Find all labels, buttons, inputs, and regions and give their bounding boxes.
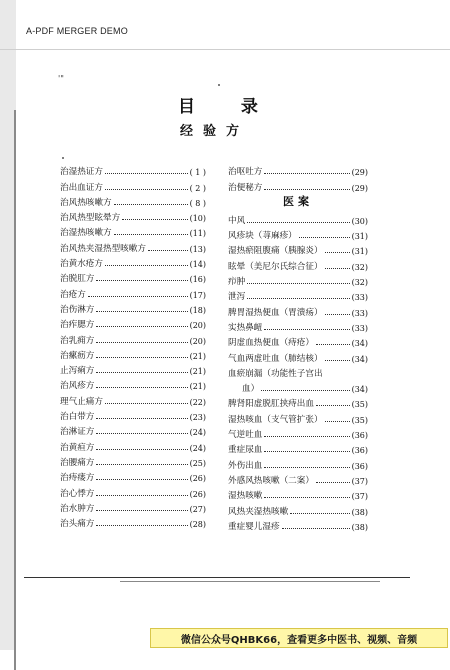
stray-scan-mark: '" bbox=[58, 74, 64, 83]
toc-entry-title: 治头痛方 bbox=[60, 519, 95, 530]
toc-entry-title: 止泻痢方 bbox=[60, 366, 95, 377]
toc-entry-page: ( 2 ) bbox=[189, 183, 206, 193]
toc-entry bbox=[60, 468, 206, 483]
toc-entry-page: (37) bbox=[351, 492, 368, 502]
toc-entry bbox=[228, 364, 368, 379]
toc-entry-title: 治白带方 bbox=[60, 412, 95, 423]
toc-entry bbox=[60, 315, 206, 330]
toc-entry-page: (31) bbox=[351, 247, 368, 257]
toc-entry-title: 湿热瘀阻腹痛（胰腺炎） bbox=[228, 246, 323, 257]
toc-entry-title: 治湿热证方 bbox=[60, 167, 103, 178]
toc-entry-title: 治乳痈方 bbox=[60, 335, 95, 346]
toc-entry bbox=[228, 256, 368, 271]
toc-entry bbox=[228, 333, 368, 348]
toc-entry-title: 外伤出血 bbox=[228, 460, 263, 471]
toc-leader-dots bbox=[282, 528, 350, 529]
toc-entry-title: 治黄水疮方 bbox=[60, 259, 103, 270]
toc-entry bbox=[228, 348, 368, 363]
toc-entry-page: (21) bbox=[189, 367, 206, 377]
toc-entry-page: (21) bbox=[189, 382, 206, 392]
toc-leader-dots bbox=[96, 449, 187, 450]
toc-entry bbox=[228, 177, 368, 192]
toc-entry-title: 外感风热咳嗽（二案） bbox=[228, 475, 314, 486]
toc-entry-page: (14) bbox=[189, 260, 206, 270]
toc-entry-title: 脾肾阳虚脱肛挟痔出血 bbox=[228, 399, 314, 410]
toc-entry-page: (29) bbox=[351, 168, 368, 178]
wechat-banner: 微信公众号QHBK66，查看更多中医书、视频、音频 bbox=[150, 628, 448, 648]
toc-leader-dots bbox=[264, 329, 349, 330]
toc-entry bbox=[228, 379, 368, 394]
toc-leader-dots bbox=[96, 357, 187, 358]
toc-entry-page: (27) bbox=[189, 504, 206, 514]
toc-entry-page: ( 8 ) bbox=[189, 198, 206, 208]
toc-leader-dots bbox=[96, 418, 187, 419]
toc-leader-dots bbox=[88, 296, 188, 297]
toc-leader-dots bbox=[264, 173, 349, 174]
toc-entry-title: 治瘰疬方 bbox=[60, 350, 95, 361]
toc-entry-title: 理气止痛方 bbox=[60, 396, 103, 407]
toc-entry-page: (38) bbox=[351, 507, 368, 517]
toc-entry-title: 治水肿方 bbox=[60, 503, 95, 514]
toc-entry-title: 治风热夹湿热型咳嗽方 bbox=[60, 243, 146, 254]
toc-leader-dots bbox=[247, 298, 349, 299]
scan-speck bbox=[218, 84, 220, 86]
toc-entry-title: 治痄腮方 bbox=[60, 320, 95, 331]
toc-leader-dots bbox=[290, 513, 349, 514]
toc-entry-page: (32) bbox=[351, 262, 368, 272]
toc-entry-title: 治便秘方 bbox=[228, 182, 263, 193]
toc-entry-title: 湿热咳血（支气管扩张） bbox=[228, 414, 323, 425]
toc-entry bbox=[228, 486, 368, 501]
toc-entry bbox=[60, 193, 206, 208]
toc-leader-dots bbox=[264, 189, 349, 190]
toc-leader-dots bbox=[247, 283, 349, 284]
toc-entry-page: (35) bbox=[351, 400, 368, 410]
toc-entry-title: 湿热咳嗽 bbox=[228, 491, 263, 502]
toc-entry bbox=[60, 208, 206, 223]
toc-entry-title: 重症婴儿湿疹 bbox=[228, 521, 280, 532]
toc-leader-dots bbox=[148, 250, 188, 251]
toc-leader-dots bbox=[96, 326, 187, 327]
toc-entry bbox=[228, 501, 368, 516]
toc-entry-page: (33) bbox=[351, 323, 368, 333]
toc-entry bbox=[228, 302, 368, 317]
toc-entry-title: 治湿热咳嗽方 bbox=[60, 228, 112, 239]
toc-entry-page: (20) bbox=[189, 336, 206, 346]
toc-entry-page: (37) bbox=[351, 476, 368, 486]
toc-leader-dots bbox=[96, 311, 187, 312]
toc-leader-dots bbox=[264, 497, 349, 498]
toc-entry bbox=[228, 241, 368, 256]
page-subtitle: 经验方 bbox=[180, 124, 250, 139]
toc-entry bbox=[60, 483, 206, 498]
toc-leader-dots bbox=[96, 525, 187, 526]
toc-entry-title: 实热鼻衄 bbox=[228, 322, 263, 333]
toc-leader-dots bbox=[325, 360, 350, 361]
toc-entry-page: ( 1 ) bbox=[189, 168, 206, 178]
toc-entry-page: (34) bbox=[351, 354, 368, 364]
toc-entry-title: 中风 bbox=[228, 215, 246, 226]
toc-entry-page: (16) bbox=[189, 275, 206, 285]
toc-leader-dots bbox=[325, 314, 350, 315]
toc-entry-title: 治腰痛方 bbox=[60, 457, 95, 468]
demo-watermark-label: A-PDF MERGER DEMO bbox=[26, 26, 128, 36]
toc-entry bbox=[228, 425, 368, 440]
toc-entry bbox=[228, 287, 368, 302]
page-title: 目 录 bbox=[178, 97, 278, 117]
toc-entry bbox=[60, 376, 206, 391]
toc-entry bbox=[228, 440, 368, 455]
section-heading-cases: 医案 bbox=[283, 194, 313, 208]
toc-entry-title: 治痔瘘方 bbox=[60, 473, 95, 484]
toc-entry-page: (13) bbox=[189, 244, 206, 254]
toc-entry-title: 治呕吐方 bbox=[228, 167, 263, 178]
toc-entry bbox=[60, 391, 206, 406]
toc-entry-page: (26) bbox=[189, 474, 206, 484]
toc-entry-page: (23) bbox=[189, 413, 206, 423]
toc-leader-dots bbox=[299, 237, 350, 238]
toc-leader-dots bbox=[264, 436, 349, 437]
toc-leader-dots bbox=[247, 222, 349, 223]
toc-leader-dots bbox=[96, 464, 187, 465]
toc-entry-page: (25) bbox=[189, 458, 206, 468]
toc-entry-title: 治出血证方 bbox=[60, 182, 103, 193]
toc-entry-page: (32) bbox=[351, 278, 368, 288]
toc-entry-page: (29) bbox=[351, 183, 368, 193]
toc-entry bbox=[60, 346, 206, 361]
toc-right-column bbox=[228, 162, 368, 532]
toc-entry-page: (34) bbox=[351, 385, 368, 395]
toc-entry-title: 治风热咳嗽方 bbox=[60, 197, 112, 208]
toc-leader-dots bbox=[325, 268, 350, 269]
toc-entry bbox=[60, 238, 206, 253]
toc-entry-title: 治黄疸方 bbox=[60, 442, 95, 453]
toc-entry-title: 气逆吐血 bbox=[228, 430, 263, 441]
toc-entry-title: 治风热型眩晕方 bbox=[60, 213, 121, 224]
toc-entry bbox=[228, 318, 368, 333]
toc-entry-page: (21) bbox=[189, 351, 206, 361]
toc-leader-dots bbox=[316, 405, 350, 406]
toc-entry-page: (24) bbox=[189, 443, 206, 453]
toc-entry bbox=[60, 269, 206, 284]
toc-leader-dots bbox=[105, 403, 188, 404]
toc-entry-title: 治脱肛方 bbox=[60, 274, 95, 285]
toc-entry bbox=[228, 455, 368, 470]
toc-entry-title: 脾胃湿热便血（胃溃疡） bbox=[228, 307, 323, 318]
toc-entry bbox=[60, 422, 206, 437]
toc-leader-dots bbox=[96, 372, 187, 373]
toc-leader-dots bbox=[316, 482, 350, 483]
toc-entry-title: 治心悸方 bbox=[60, 488, 95, 499]
page-bottom-rule bbox=[24, 577, 410, 578]
toc-entry bbox=[60, 223, 206, 238]
toc-leader-dots bbox=[105, 265, 188, 266]
page-bottom-rule-secondary bbox=[120, 581, 380, 582]
toc-entry-page: (22) bbox=[189, 397, 206, 407]
toc-entry bbox=[60, 437, 206, 452]
toc-leader-dots bbox=[96, 387, 187, 388]
toc-entry-page: (38) bbox=[351, 522, 368, 532]
toc-entry-page: (18) bbox=[189, 305, 206, 315]
toc-entry-title: 风热夹湿热咳嗽 bbox=[228, 506, 289, 517]
toc-entry bbox=[60, 407, 206, 422]
toc-leader-dots bbox=[316, 344, 350, 345]
toc-entry-title: 风疹块（荨麻疹） bbox=[228, 231, 297, 242]
toc-entry-page: (36) bbox=[351, 461, 368, 471]
toc-entry bbox=[228, 226, 368, 241]
toc-entry-page: (31) bbox=[351, 232, 368, 242]
toc-entry-page: (24) bbox=[189, 428, 206, 438]
toc-leader-dots bbox=[105, 189, 188, 190]
toc-entry bbox=[60, 330, 206, 345]
toc-entry-title: 疖肿 bbox=[228, 277, 246, 288]
toc-entry bbox=[60, 254, 206, 269]
toc-entry-page: (36) bbox=[351, 431, 368, 441]
toc-leader-dots bbox=[96, 280, 187, 281]
toc-entry bbox=[228, 394, 368, 409]
toc-entry-title: 治疮方 bbox=[60, 289, 86, 300]
toc-left-column bbox=[60, 162, 206, 529]
toc-entry-page: (17) bbox=[189, 290, 206, 300]
toc-leader-dots bbox=[96, 495, 187, 496]
toc-entry-page: (35) bbox=[351, 415, 368, 425]
toc-leader-dots bbox=[96, 433, 187, 434]
toc-leader-dots bbox=[114, 204, 188, 205]
toc-entry-title: 泄泻 bbox=[228, 292, 246, 303]
toc-entry-page: (33) bbox=[351, 293, 368, 303]
toc-entry bbox=[60, 453, 206, 468]
toc-leader-dots bbox=[264, 451, 349, 452]
toc-entry-title: 治风疹方 bbox=[60, 381, 95, 392]
toc-leader-dots bbox=[114, 234, 188, 235]
toc-entry-title: 治伤淋方 bbox=[60, 304, 95, 315]
toc-entry-title: 重症尿血 bbox=[228, 445, 263, 456]
scan-speck bbox=[62, 157, 64, 159]
toc-entry bbox=[60, 361, 206, 376]
toc-entry bbox=[228, 517, 368, 532]
toc-leader-dots bbox=[122, 219, 187, 220]
toc-entry-page: (26) bbox=[189, 489, 206, 499]
toc-entry-page: (10) bbox=[189, 214, 206, 224]
toc-entry bbox=[228, 211, 368, 226]
toc-leader-dots bbox=[325, 421, 350, 422]
page-binding-edge bbox=[14, 110, 16, 670]
toc-entry bbox=[228, 272, 368, 287]
toc-entry bbox=[60, 300, 206, 315]
toc-entry bbox=[60, 177, 206, 192]
toc-entry bbox=[228, 409, 368, 424]
toc-entry-page: (30) bbox=[351, 216, 368, 226]
toc-leader-dots bbox=[96, 510, 187, 511]
toc-entry-page: (34) bbox=[351, 339, 368, 349]
toc-entry-title: 治淋证方 bbox=[60, 427, 95, 438]
toc-leader-dots bbox=[105, 173, 188, 174]
toc-leader-dots bbox=[96, 479, 187, 480]
toc-leader-dots bbox=[264, 467, 349, 468]
toc-entry-title: 血瘀崩漏（功能性子宫出 bbox=[228, 368, 323, 379]
toc-entry-page: (28) bbox=[189, 520, 206, 530]
toc-leader-dots bbox=[261, 390, 349, 391]
toc-leader-dots bbox=[325, 252, 350, 253]
toc-entry bbox=[60, 514, 206, 529]
toc-entry-title: 气血两虚吐血（肺结核） bbox=[228, 353, 323, 364]
toc-leader-dots bbox=[96, 342, 187, 343]
toc-entry-title: 眩晕（美尼尔氏综合征） bbox=[228, 261, 323, 272]
toc-entry bbox=[228, 162, 368, 177]
toc-entry-page: (20) bbox=[189, 321, 206, 331]
toc-entry bbox=[228, 471, 368, 486]
toc-entry-page: (36) bbox=[351, 446, 368, 456]
toc-entry-title: 血） bbox=[242, 384, 260, 395]
toc-entry bbox=[60, 162, 206, 177]
toc-entry-page: (33) bbox=[351, 308, 368, 318]
toc-entry bbox=[60, 499, 206, 514]
toc-entry-title: 阴虚血热便血（痔疮） bbox=[228, 338, 314, 349]
toc-entry bbox=[60, 284, 206, 299]
toc-entry-page: (11) bbox=[189, 229, 206, 239]
